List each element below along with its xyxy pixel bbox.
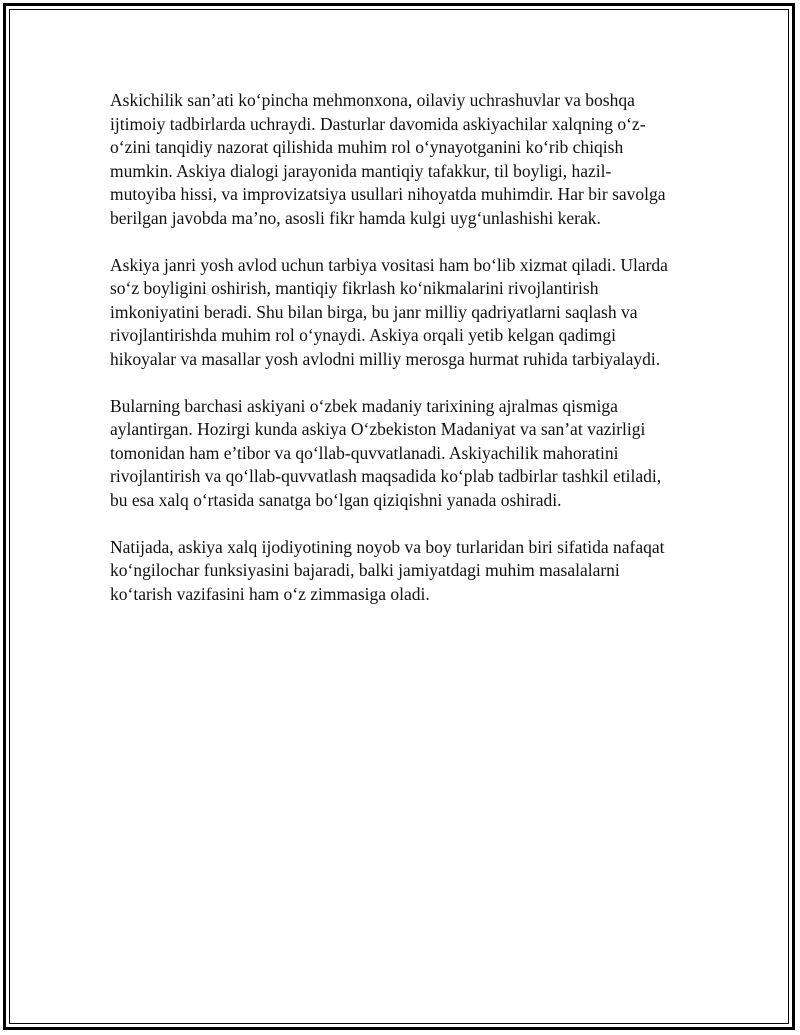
document-body [110,89,670,630]
paragraph-3: Bularning barchasi askiyani oʻzbek madaniy tarixining ajralmas qismiga aylantirgan. Hozirgi kunda askiya Oʻzbekiston Madaniyat va san’at vazirligi tomonidan ham e’tibor va qoʻllab-quvvatlanadi. Askiyachilik mahoratini rivojlantirish va qoʻllab-quvvatlash maqsadida koʻplab tadbirlar tashkil etiladi, bu esa xalq oʻrtasida sanatga boʻlgan qiziqishni yanada oshiradi. [110,395,662,510]
paragraph-1: Askichilik san’ati koʻpincha mehmonxona, oilaviy uchrashuvlar va boshqa ijtimoiy tadbirlarda uchraydi. Dasturlar davomida askiyachilar xalqning oʻz-oʻzini tanqidiy nazorat qilishida muhim rol oʻynayotganini koʻrib chiqish mumkin. Askiya dialogi jarayonida mantiqiy tafakkur, til boyligi, hazil-mutoyiba hissi, va improvizatsiya usullari nihoyatda muhimdir. Har bir savolga berilgan javobda ma’no, asosli fikr hamda kulgi uygʻunlashishi kerak. [110,90,666,228]
paragraph-2: Askiya janri yosh avlod uchun tarbiya vositasi ham boʻlib xizmat qiladi. Ularda soʻz boyligini oshirish, mantiqiy fikrlash koʻnikmalarini rivojlantirish imkoniyatini beradi. Shu bilan birga, bu janr milliy qadriyatlarni saqlash va rivojlantirishda muhim rol oʻynaydi. Askiya orqali yetib kelgan qadimgi hikoyalar va masallar yosh avlodni milliy merosga hurmat ruhida tarbiyalaydi. [110,254,668,369]
paragraph-4: Natijada, askiya xalq ijodiyotining noyob va boy turlaridan biri sifatida nafaqat koʻngilochar funksiyasini bajaradi, balki jamiyatdagi muhim masalalarni koʻtarish vazifasini ham oʻz zimmasiga oladi. [110,536,665,604]
